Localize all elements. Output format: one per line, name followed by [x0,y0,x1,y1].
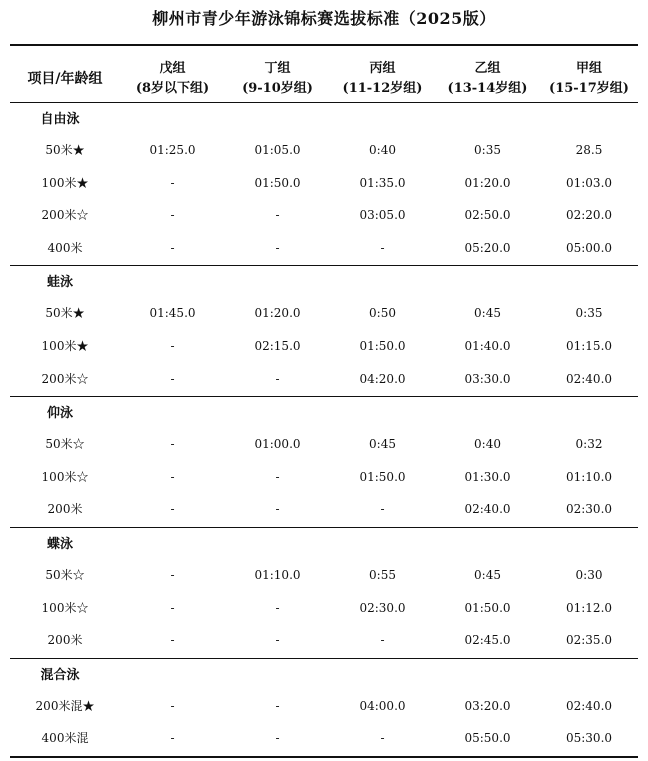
event-label: 50米☆ [45,437,85,452]
table-row [10,199,638,231]
table-row [10,690,638,722]
header-group-2 [330,56,435,102]
time-cell: 01:15.0 [565,339,613,353]
time-cell: - [380,731,385,746]
header-group-name: 甲组 [575,61,602,76]
event-label: 100米★ [41,339,89,353]
time-cell: 05:00.0 [565,240,613,255]
time-cell: 0:50 [369,306,396,321]
section-divider [10,265,638,266]
time-cell: - [275,469,280,484]
time-cell: 02:20.0 [565,208,613,223]
event-label: 100米☆ [41,600,89,615]
time-cell: 0:35 [575,306,603,321]
table-row [10,559,638,591]
section-title: 混合泳 [40,667,80,683]
time-cell: 02:35.0 [565,633,613,648]
event-label: 200米☆ [41,371,89,386]
section-title: 仰泳 [46,406,73,422]
time-cell: 04:20.0 [359,371,406,386]
time-cell: 0:55 [369,568,396,582]
section-divider [10,658,638,659]
time-cell: 01:40.0 [464,339,511,353]
table-row [10,134,638,166]
table-row [10,167,638,199]
time-cell: 01:50.0 [464,600,511,615]
time-cell: - [275,240,280,255]
time-cell: 28.5 [575,143,603,157]
header-group-4 [540,56,638,102]
time-cell: 01:25.0 [149,143,196,157]
table-row [10,461,638,493]
time-cell: - [275,633,280,648]
time-cell: 05:30.0 [565,731,613,746]
header-group-age: (13-14岁组) [447,81,528,96]
time-cell: 01:10.0 [565,469,613,484]
time-cell: 03:20.0 [464,698,511,713]
event-label: 50米★ [45,306,85,321]
time-cell: - [170,731,175,746]
time-cell: - [170,633,175,648]
header-group-age: (8岁以下组) [135,81,210,96]
time-cell: 02:30.0 [359,600,406,615]
table-row [10,592,638,624]
time-cell: 01:50.0 [254,175,301,190]
time-cell: 0:40 [474,437,501,452]
event-label: 400米混 [41,731,89,746]
event-label: 200米混★ [35,698,95,713]
time-cell: 0:35 [474,143,501,157]
time-cell: 01:00.0 [254,437,301,452]
time-cell: 01:10.0 [254,568,301,582]
page-title: 柳州市青少年游泳锦标赛选拔标准（2025版） [152,9,496,28]
time-cell: 01:20.0 [464,175,511,190]
section-divider [10,396,638,397]
section-title: 蝶泳 [46,537,73,552]
header-group-name: 丁组 [264,61,291,76]
time-cell: 03:30.0 [464,371,511,386]
time-cell: - [380,240,385,255]
time-cell: 01:20.0 [254,306,301,321]
time-cell: 01:03.0 [565,175,613,190]
time-cell: - [275,371,280,386]
event-label: 100米★ [41,175,89,190]
time-cell: 0:45 [474,568,501,582]
time-cell: - [275,698,280,713]
time-cell: 05:50.0 [464,731,511,746]
time-cell: - [275,208,280,223]
time-cell: 0:45 [369,437,396,452]
time-cell: - [170,437,175,452]
time-cell: - [170,240,175,255]
table-top-rule [10,44,638,46]
time-cell: 01:50.0 [359,469,406,484]
table-row [10,722,638,754]
table-row [10,363,638,395]
section-title: 自由泳 [40,112,80,127]
time-cell: - [275,600,280,615]
time-cell: 04:00.0 [359,698,406,713]
header-group-name: 乙组 [474,61,501,76]
section-divider [10,527,638,528]
header-group-name: 丙组 [369,61,396,76]
event-label: 50米☆ [45,568,85,582]
header-group-age: (11-12岁组) [342,81,423,96]
header-group-age: (15-17岁组) [549,81,629,96]
section-title: 蛙泳 [46,275,73,291]
time-cell: 0:32 [575,437,603,452]
time-cell: - [170,175,175,190]
time-cell: 01:50.0 [359,339,406,353]
event-label: 100米☆ [41,469,89,484]
time-cell: - [275,731,280,746]
header-group-1 [225,56,330,102]
header-group-0 [120,56,225,102]
time-cell: - [170,502,175,517]
header-group-3 [435,56,540,102]
table-row [10,330,638,362]
time-cell: 0:45 [474,306,501,321]
time-cell: 02:50.0 [464,208,511,223]
time-cell: 02:40.0 [565,698,613,713]
time-cell: - [170,600,175,615]
time-cell: 02:30.0 [565,502,613,517]
time-cell: 02:40.0 [565,371,613,386]
time-cell: 0:30 [575,568,603,582]
table-row [10,297,638,329]
time-cell: 03:05.0 [359,208,406,223]
event-label: 200米 [47,502,83,517]
time-cell: 05:20.0 [464,240,511,255]
time-cell: 01:05.0 [254,143,301,157]
time-cell: - [170,371,175,386]
time-cell: - [380,502,385,517]
table-row [10,624,638,656]
time-cell: 01:30.0 [464,469,511,484]
time-cell: - [170,469,175,484]
time-cell: 01:45.0 [149,306,196,321]
time-cell: - [170,568,175,582]
time-cell: 02:15.0 [254,339,301,353]
time-cell: - [380,633,385,648]
event-label: 200米 [47,633,83,648]
time-cell: 0:40 [369,143,396,157]
time-cell: 02:45.0 [464,633,511,648]
event-label: 400米 [47,240,83,255]
event-label: 200米☆ [41,208,89,223]
header-group-name: 戊组 [159,61,186,76]
header-bottom-rule [10,102,638,103]
header-project-age-label: 项目/年龄组 [27,71,103,87]
time-cell: - [170,698,175,713]
time-cell: 02:40.0 [464,502,511,517]
time-cell: - [275,502,280,517]
table-row [10,493,638,525]
event-label: 50米★ [45,143,85,157]
header-group-age: (9-10岁组) [242,81,313,96]
table-bottom-rule [10,756,638,758]
time-cell: - [170,339,175,353]
time-cell: 01:12.0 [565,600,613,615]
table-row [10,428,638,460]
table-row [10,232,638,264]
time-cell: - [170,208,175,223]
time-cell: 01:35.0 [359,175,406,190]
